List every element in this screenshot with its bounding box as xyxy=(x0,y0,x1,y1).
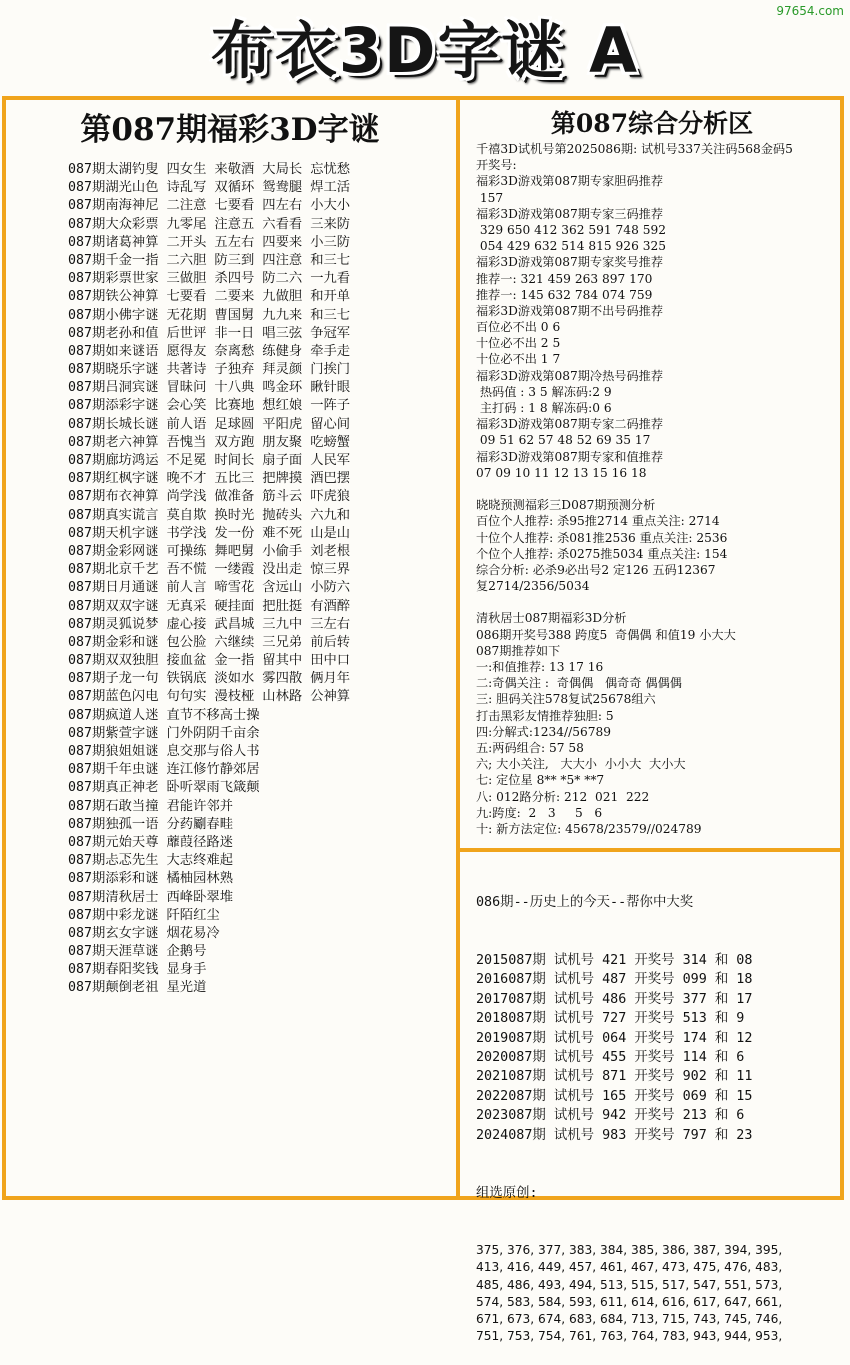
analysis-line: 推荐一: 321 459 263 897 170 xyxy=(476,271,653,286)
riddle-row: 087期彩票世家 三做胆 杀四号 防二六 一九看 xyxy=(68,271,351,287)
riddle-row: 087期中彩龙谜 阡陌红尘 xyxy=(68,907,220,923)
analysis-line: 打击黑彩友情推荐独胆: 5 xyxy=(476,708,614,723)
riddle-row: 087期千年虫谜 连江修竹静郊居 xyxy=(68,762,260,778)
riddle-row: 087期真正神老 卧听翠雨飞箴颠 xyxy=(68,780,260,796)
riddle-row: 087期石敢当撞 君能许邻并 xyxy=(68,798,233,814)
riddle-row: 087期蓝色闪电 句句实 漫枝桠 山林路 公神算 xyxy=(68,689,351,705)
analysis-line: 百位个人推荐: 杀95推2714 重点关注: 2714 xyxy=(476,514,720,529)
section-divider xyxy=(460,848,844,852)
analysis-line: 329 650 412 362 591 748 592 xyxy=(476,222,666,237)
analysis-line: 七: 定位星 8** *5* **7 xyxy=(476,773,605,788)
riddle-row: 087期真实谎言 莫自欺 换时光 抛砖头 六九和 xyxy=(68,507,351,523)
analysis-line: 054 429 632 514 815 926 325 xyxy=(476,239,666,254)
analysis-line: 一:和值推荐: 13 17 16 xyxy=(476,660,604,674)
analysis-line: 十位必不出 2 5 xyxy=(476,336,561,351)
riddle-row: 087期吕洞宾谜 冒昧问 十八典 鸣金环 瞅针眼 xyxy=(68,380,351,396)
analysis-text xyxy=(476,141,842,837)
riddle-list xyxy=(68,161,453,998)
riddle-row: 087期疯道人迷 直节不移高士操 xyxy=(68,707,260,723)
analysis-line: 四:分解式:1234//56789 xyxy=(476,724,611,739)
riddle-row: 087期大众彩票 九零尾 注意五 六看看 三来防 xyxy=(68,216,351,232)
riddle-row: 087期南海神尼 二注意 七要看 四左右 小大小 xyxy=(68,198,351,214)
analysis-line: 推荐一: 145 632 784 074 759 xyxy=(476,287,653,302)
combo-row: 485, 486, 493, 494, 513, 515, 517, 547, 551, 573, xyxy=(476,1277,783,1292)
combo-label: 组选原创: xyxy=(476,1185,538,1201)
analysis-line: 087期推荐如下 xyxy=(476,643,561,658)
history-row: 2022087期 试机号 165 开奖号 069 和 15 xyxy=(476,1088,753,1104)
riddle-row: 087期添彩和谜 橘柚园林熟 xyxy=(68,871,233,887)
analysis-line: 福彩3D游戏第087期专家和值推荐 xyxy=(476,449,664,464)
analysis-line: 个位个人推荐: 杀0275推5034 重点关注: 154 xyxy=(476,546,728,561)
riddle-row: 087期廊坊鸿运 不足冕 时间长 扇子面 人民军 xyxy=(68,453,351,468)
combo-row: 671, 673, 674, 683, 684, 713, 715, 743, 745, 746, xyxy=(476,1312,783,1327)
right-title: 第087综合分析区 xyxy=(550,109,754,138)
riddle-row: 087期玄女字谜 烟花易冷 xyxy=(68,925,220,941)
history-row: 2023087期 试机号 942 开奖号 213 和 6 xyxy=(476,1108,745,1124)
analysis-line: 二:奇偶关注 : 奇偶偶 偶奇奇 偶偶偶 xyxy=(476,676,682,691)
riddle-row: 087期紫萱字谜 门外阴阴千亩余 xyxy=(68,725,260,741)
analysis-line: 十位必不出 1 7 xyxy=(476,352,561,367)
analysis-line: 开奖号: xyxy=(476,158,517,173)
analysis-line: 九:跨度: 2 3 5 6 xyxy=(476,805,603,820)
analysis-line: 福彩3D游戏第087期冷热号码推荐 xyxy=(476,368,664,383)
riddle-row: 087期长城长谜 前人语 足球圆 平阳虎 留心间 xyxy=(68,416,351,432)
riddle-row: 087期红枫字谜 晚不才 五比三 把牌摸 酒巴摆 xyxy=(68,471,351,487)
riddle-row: 087期老六神算 吾愧当 双方跑 朋友聚 吃螃蟹 xyxy=(68,434,351,450)
analysis-line: 福彩3D游戏第087期专家三码推荐 xyxy=(476,206,664,221)
riddle-row: 087期独孤一语 分药劚春畦 xyxy=(68,816,233,832)
riddle-row: 087期布衣神算 尚学浅 做准备 筋斗云 吓虎狼 xyxy=(68,489,351,505)
riddle-row: 087期子龙一句 铁锅底 淡如水 雾四散 俩月年 xyxy=(68,671,351,687)
riddle-row: 087期晓乐字谜 共著诗 子独弃 拜灵颜 门挨门 xyxy=(68,362,351,378)
analysis-line: 综合分析: 必杀9必出号2 定126 五码12367 xyxy=(476,562,716,577)
analysis-line: 福彩3D游戏第087期专家奖号推荐 xyxy=(476,255,664,270)
history-rows xyxy=(476,951,842,1145)
riddle-row: 087期元始天尊 蘼葭径路迷 xyxy=(68,834,233,850)
left-title: 第087期福彩3D字谜 xyxy=(80,112,380,148)
riddle-row: 087期铁公神算 七要看 二要来 九做胆 和开单 xyxy=(68,289,351,305)
banner-text: 布衣3D字谜 A xyxy=(210,14,640,87)
analysis-line: 五:两码组合: 57 58 xyxy=(476,740,584,755)
riddle-row: 087期添彩字谜 会心笑 比赛地 想红娘 一阵子 xyxy=(68,398,351,414)
combo-row: 413, 416, 449, 457, 461, 467, 473, 475, 476, 483, xyxy=(476,1260,783,1275)
analysis-line xyxy=(476,594,842,610)
history-title: 086期--历史上的今天--帮你中大奖 xyxy=(476,894,694,910)
analysis-line xyxy=(476,481,842,497)
analysis-line: 主打码 : 1 8 解冻码:0 6 xyxy=(476,401,612,415)
riddle-row: 087期如来谜语 愿得友 奈离愁 练健身 牵手走 xyxy=(68,343,351,359)
history-row: 2020087期 试机号 455 开奖号 114 和 6 xyxy=(476,1049,745,1065)
history-row: 2017087期 试机号 486 开奖号 377 和 17 xyxy=(476,991,753,1007)
history-section xyxy=(476,854,842,1365)
analysis-line: 09 51 62 57 48 52 69 35 17 xyxy=(476,433,651,448)
analysis-line: 六; 大小关注, 大大小 小小大 大小大 xyxy=(476,757,686,772)
analysis-line: 福彩3D游戏第087期专家胆码推荐 xyxy=(476,174,664,189)
riddle-row: 087期颠倒老祖 星光道 xyxy=(68,980,207,996)
combo-row: 375, 376, 377, 383, 384, 385, 386, 387, 394, 395, xyxy=(476,1242,783,1257)
history-row: 2016087期 试机号 487 开奖号 099 和 18 xyxy=(476,972,753,988)
analysis-line: 福彩3D游戏第087期专家二码推荐 xyxy=(476,417,664,432)
riddle-row: 087期小佛字谜 无花期 曹国舅 九九来 和三七 xyxy=(68,307,351,323)
watermark: 97654.com xyxy=(776,4,844,18)
riddle-row: 087期金彩和谜 包公脸 六继续 三兄弟 前后转 xyxy=(68,634,351,650)
riddle-row: 087期湖光山色 诗乱写 双循环 鸳鸯腿 焊工活 xyxy=(68,180,351,196)
riddle-row: 087期忐忑先生 大志终难起 xyxy=(68,853,233,869)
history-row: 2021087期 试机号 871 开奖号 902 和 11 xyxy=(476,1069,753,1085)
riddle-row: 087期春阳奖钱 显身手 xyxy=(68,962,207,978)
riddle-row: 087期北京千艺 吾不慌 一缕霞 没出走 惊三界 xyxy=(68,562,351,578)
riddle-row: 087期清秋居士 西峰卧翠堆 xyxy=(68,889,233,905)
riddle-row: 087期双双字谜 无真采 硬挂面 把肚挺 有酒醉 xyxy=(68,598,351,614)
combo-rows xyxy=(476,1242,842,1346)
combo-row: 574, 583, 584, 593, 611, 614, 616, 617, 647, 661, xyxy=(476,1294,783,1309)
analysis-line: 07 09 10 11 12 13 15 16 18 xyxy=(476,465,647,480)
riddle-row: 087期老孙和值 后世评 非一日 唱三弦 争冠军 xyxy=(68,325,351,341)
analysis-line: 八: 012路分析: 212 021 222 xyxy=(476,789,650,804)
riddle-row: 087期千金一指 二六胆 防三到 四注意 和三七 xyxy=(68,252,351,268)
riddle-row: 087期双双独胆 接血盆 金一指 留其中 田中口 xyxy=(68,653,351,669)
riddle-row: 087期天机字谜 书学浅 发一份 难不死 山是山 xyxy=(68,525,351,541)
history-row: 2018087期 试机号 727 开奖号 513 和 9 xyxy=(476,1011,745,1027)
analysis-line: 福彩3D游戏第087期不出号码推荐 xyxy=(476,303,664,318)
analysis-line: 晓晓预测福彩三D087期预测分析 xyxy=(476,498,656,513)
history-row: 2019087期 试机号 064 开奖号 174 和 12 xyxy=(476,1030,753,1046)
column-divider xyxy=(456,100,460,1196)
analysis-line: 086期开奖号388 跨度5 奇偶偶 和值19 小大大 xyxy=(476,627,736,642)
analysis-line: 千禧3D试机号第2025086期: 试机号337关注码568金码5 xyxy=(476,142,793,156)
riddle-row: 087期太湖钓叟 四女生 来敬酒 大局长 忘忧愁 xyxy=(68,162,351,177)
analysis-line: 十: 新方法定位: 45678/23579//024789 xyxy=(476,821,702,836)
riddle-row: 087期金彩网谜 可操练 舞吧舅 小偷手 刘老根 xyxy=(68,543,351,559)
riddle-row: 087期诸葛神算 二开头 五左右 四要来 小三防 xyxy=(68,234,351,250)
combo-row: 751, 753, 754, 761, 763, 764, 783, 943, 944, 953, xyxy=(476,1329,783,1344)
analysis-line: 三: 胆码关注578复试25678组六 xyxy=(476,692,656,707)
riddle-row: 087期天涯草谜 企鹅号 xyxy=(68,944,207,960)
analysis-line: 复2714/2356/5034 xyxy=(476,579,590,594)
analysis-line: 百位必不出 0 6 xyxy=(476,320,561,335)
banner-title xyxy=(0,8,850,93)
analysis-line: 157 xyxy=(476,190,504,205)
riddle-row: 087期日月通谜 前人言 啼雪花 含远山 小防六 xyxy=(68,580,351,596)
history-row: 2015087期 试机号 421 开奖号 314 和 08 xyxy=(476,953,753,969)
riddle-row: 087期狼姐姐谜 息交那与俗人书 xyxy=(68,744,260,759)
analysis-line: 十位个人推荐: 杀081推2536 重点关注: 2536 xyxy=(476,530,728,545)
riddle-row: 087期灵狐说梦 虚心接 武昌城 三九中 三左右 xyxy=(68,616,351,632)
analysis-line: 清秋居士087期福彩3D分析 xyxy=(476,611,627,626)
analysis-line: 热码值 : 3 5 解冻码:2 9 xyxy=(476,384,612,399)
history-row: 2024087期 试机号 983 开奖号 797 和 23 xyxy=(476,1127,753,1143)
